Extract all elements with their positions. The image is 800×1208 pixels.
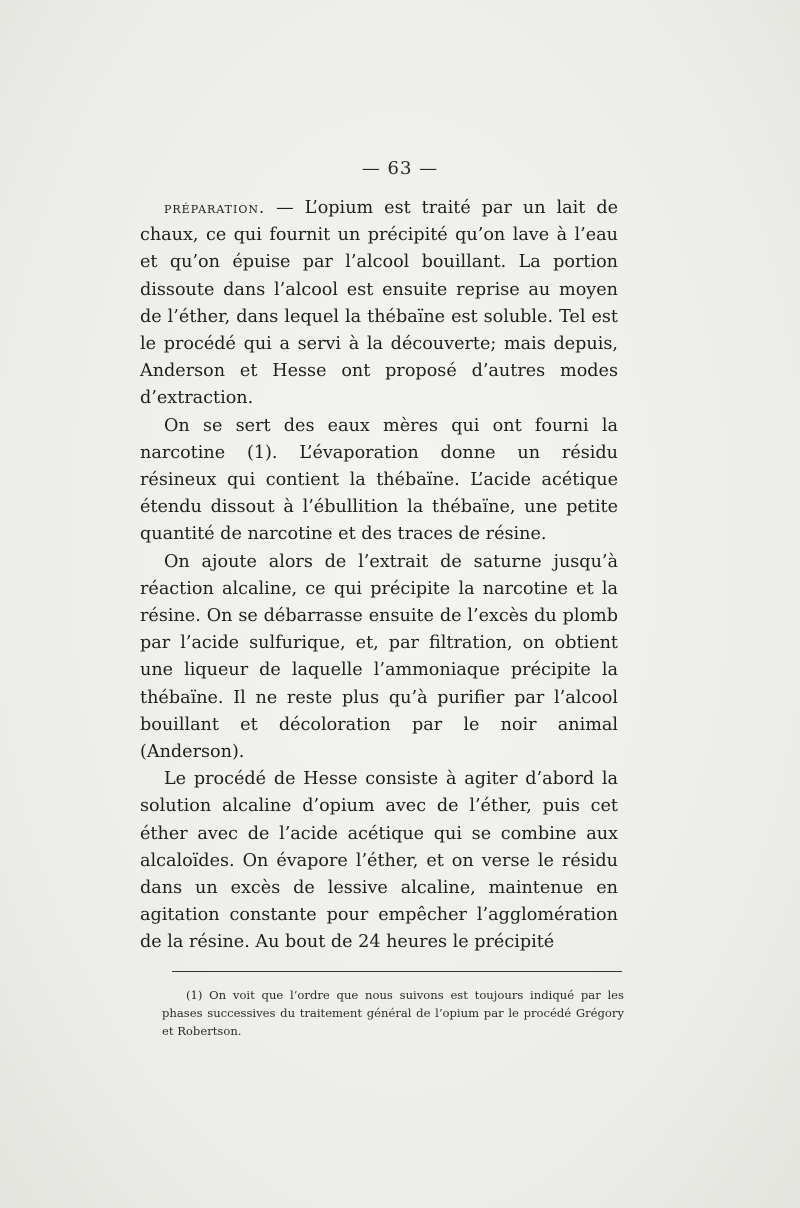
paragraph-preparation	[140, 194, 618, 413]
footnote	[162, 986, 624, 1040]
section-lead: préparation.	[164, 198, 266, 217]
page-number: — 63 —	[361, 158, 439, 179]
paragraph-text: — L’opium est traité par un lait de chaux, ce qui fournit un précipité qu’on lave à l’eau et qu’on épuise par l’alcool bouillant. La portion dissoute dans l’alcool est ensuite reprise au moyen de l’éther, dans lequel la thébaïne est soluble. Tel est le procédé qui a servi à la découverte; mais depuis, Anderson et Hesse ont proposé d’autres modes d’extraction.	[140, 198, 618, 409]
paragraph-hesse: Le procédé de Hesse consiste à agiter d’abord la solution alcaline d’opium avec de l’éther, puis cet éther avec de l’acide acétique qui se combine aux alcaloïdes. On évapore l’éther, et on verse le résidu dans un excès de lessive alcaline, maintenue en agitation constante pour empêcher l’agglomération de la résine. Au bout de 24 heures le précipité	[140, 769, 618, 953]
paragraph-narcotine: On se sert des eaux mères qui ont fourni la narcotine (1). L’évaporation donne un résidu résineux qui contient la thébaïne. L’acide acétique étendu dissout à l’ébullition la thébaïne, une petite quantité de narcotine et des traces de résine.	[140, 415, 618, 545]
footnote-text: (1) On voit que l’ordre que nous suivons est toujours indiqué par les phases successives du traitement général de l’opium par le procédé Grégory et Robertson.	[162, 988, 624, 1038]
footnote-divider	[172, 971, 622, 972]
paragraph-saturne: On ajoute alors de l’extrait de saturne jusqu’à réaction alcaline, ce qui précipite la narcotine et la résine. On se débarrasse ensuite de l’excès du plomb par l’acide sulfurique, et, par filtration, on obtient une liqueur de laquelle l’ammoniaque précipite la thébaïne. Il ne reste plus qu’à purifier par l’alcool bouillant et décoloration par le noir animal (Anderson).	[140, 551, 618, 763]
main-text	[140, 194, 618, 957]
